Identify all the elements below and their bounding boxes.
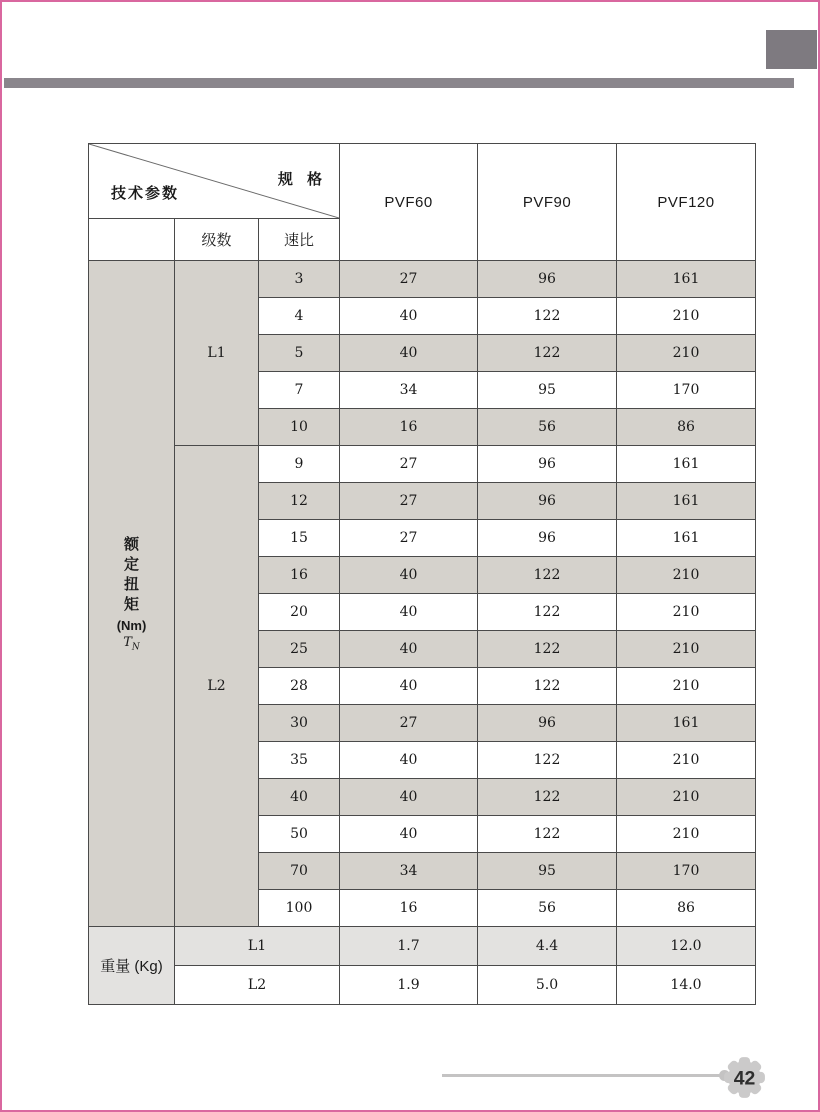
value-cell: 56 bbox=[478, 409, 617, 446]
value-cell: 161 bbox=[617, 705, 756, 742]
header-rule-bar bbox=[4, 78, 794, 88]
weight-value-cell: 1.9 bbox=[340, 966, 478, 1005]
gear-icon bbox=[721, 1054, 768, 1101]
stage-header: 级数 bbox=[175, 219, 259, 261]
value-cell: 122 bbox=[478, 816, 617, 853]
weight-value-cell: 12.0 bbox=[617, 927, 756, 966]
value-cell: 16 bbox=[340, 409, 478, 446]
value-cell: 161 bbox=[617, 483, 756, 520]
header-corner-block bbox=[766, 30, 817, 69]
value-cell: 40 bbox=[340, 335, 478, 372]
col-header-pvf90: PVF90 bbox=[478, 144, 617, 261]
torque-symbol: $T_N$ bbox=[123, 634, 140, 653]
value-cell: 210 bbox=[617, 668, 756, 705]
value-cell: 122 bbox=[478, 335, 617, 372]
ratio-cell: 7 bbox=[259, 372, 340, 409]
ratio-cell: 40 bbox=[259, 779, 340, 816]
value-cell: 210 bbox=[617, 631, 756, 668]
tech-params-label: 技术参数 bbox=[111, 185, 180, 202]
value-cell: 122 bbox=[478, 298, 617, 335]
value-cell: 95 bbox=[478, 372, 617, 409]
torque-unit-label: (Nm) bbox=[116, 617, 147, 633]
value-cell: 56 bbox=[478, 890, 617, 927]
ratio-cell: 100 bbox=[259, 890, 340, 927]
col-header-pvf60: PVF60 bbox=[340, 144, 478, 261]
value-cell: 40 bbox=[340, 557, 478, 594]
value-cell: 40 bbox=[340, 298, 478, 335]
value-cell: 210 bbox=[617, 742, 756, 779]
ratio-cell: 9 bbox=[259, 446, 340, 483]
value-cell: 122 bbox=[478, 557, 617, 594]
page-number: 42 bbox=[733, 1067, 756, 1090]
col-header-pvf120: PVF120 bbox=[617, 144, 756, 261]
spec-label: 规 格 bbox=[277, 171, 328, 188]
value-cell: 96 bbox=[478, 446, 617, 483]
value-cell: 27 bbox=[340, 483, 478, 520]
ratio-cell: 10 bbox=[259, 409, 340, 446]
value-cell: 170 bbox=[617, 853, 756, 890]
ratio-cell: 15 bbox=[259, 520, 340, 557]
value-cell: 40 bbox=[340, 816, 478, 853]
weight-value-cell: 1.7 bbox=[340, 927, 478, 966]
group-cell-l1: L1 bbox=[175, 261, 259, 446]
value-cell: 122 bbox=[478, 668, 617, 705]
value-cell: 96 bbox=[478, 520, 617, 557]
ratio-header: 速比 bbox=[259, 219, 340, 261]
value-cell: 122 bbox=[478, 594, 617, 631]
value-cell: 210 bbox=[617, 816, 756, 853]
footer-rule-line bbox=[442, 1074, 724, 1077]
ratio-cell: 20 bbox=[259, 594, 340, 631]
value-cell: 95 bbox=[478, 853, 617, 890]
weight-value-cell: 5.0 bbox=[478, 966, 617, 1005]
value-cell: 86 bbox=[617, 890, 756, 927]
value-cell: 40 bbox=[340, 779, 478, 816]
ratio-cell: 4 bbox=[259, 298, 340, 335]
value-cell: 161 bbox=[617, 520, 756, 557]
diagonal-header-cell bbox=[89, 144, 340, 219]
value-cell: 210 bbox=[617, 298, 756, 335]
ratio-cell: 35 bbox=[259, 742, 340, 779]
value-cell: 122 bbox=[478, 631, 617, 668]
value-cell: 210 bbox=[617, 335, 756, 372]
value-cell: 210 bbox=[617, 779, 756, 816]
value-cell: 170 bbox=[617, 372, 756, 409]
weight-value-cell: 4.4 bbox=[478, 927, 617, 966]
value-cell: 27 bbox=[340, 446, 478, 483]
ratio-cell: 3 bbox=[259, 261, 340, 298]
value-cell: 40 bbox=[340, 631, 478, 668]
value-cell: 161 bbox=[617, 446, 756, 483]
ratio-cell: 30 bbox=[259, 705, 340, 742]
value-cell: 40 bbox=[340, 668, 478, 705]
value-cell: 27 bbox=[340, 520, 478, 557]
torque-label-cell bbox=[89, 261, 175, 927]
value-cell: 34 bbox=[340, 372, 478, 409]
page-number-gear-badge bbox=[721, 1054, 768, 1101]
ratio-cell: 28 bbox=[259, 668, 340, 705]
value-cell: 210 bbox=[617, 557, 756, 594]
value-cell: 40 bbox=[340, 742, 478, 779]
weight-group-l2: L2 bbox=[175, 966, 340, 1005]
ratio-cell: 16 bbox=[259, 557, 340, 594]
spec-table bbox=[88, 143, 756, 1005]
value-cell: 96 bbox=[478, 705, 617, 742]
value-cell: 96 bbox=[478, 483, 617, 520]
value-cell: 210 bbox=[617, 594, 756, 631]
torque-vertical-label: 额定扭矩 bbox=[123, 535, 139, 614]
value-cell: 27 bbox=[340, 705, 478, 742]
ratio-cell: 12 bbox=[259, 483, 340, 520]
value-cell: 161 bbox=[617, 261, 756, 298]
value-cell: 122 bbox=[478, 779, 617, 816]
value-cell: 122 bbox=[478, 742, 617, 779]
value-cell: 86 bbox=[617, 409, 756, 446]
weight-value-cell: 14.0 bbox=[617, 966, 756, 1005]
value-cell: 27 bbox=[340, 261, 478, 298]
value-cell: 16 bbox=[340, 890, 478, 927]
ratio-cell: 70 bbox=[259, 853, 340, 890]
empty-header-cell bbox=[89, 219, 175, 261]
ratio-cell: 50 bbox=[259, 816, 340, 853]
value-cell: 40 bbox=[340, 594, 478, 631]
ratio-cell: 5 bbox=[259, 335, 340, 372]
group-cell-l2: L2 bbox=[175, 446, 259, 927]
ratio-cell: 25 bbox=[259, 631, 340, 668]
value-cell: 96 bbox=[478, 261, 617, 298]
value-cell: 34 bbox=[340, 853, 478, 890]
weight-label-cell: 重量 (Kg) bbox=[89, 927, 175, 1005]
weight-group-l1: L1 bbox=[175, 927, 340, 966]
